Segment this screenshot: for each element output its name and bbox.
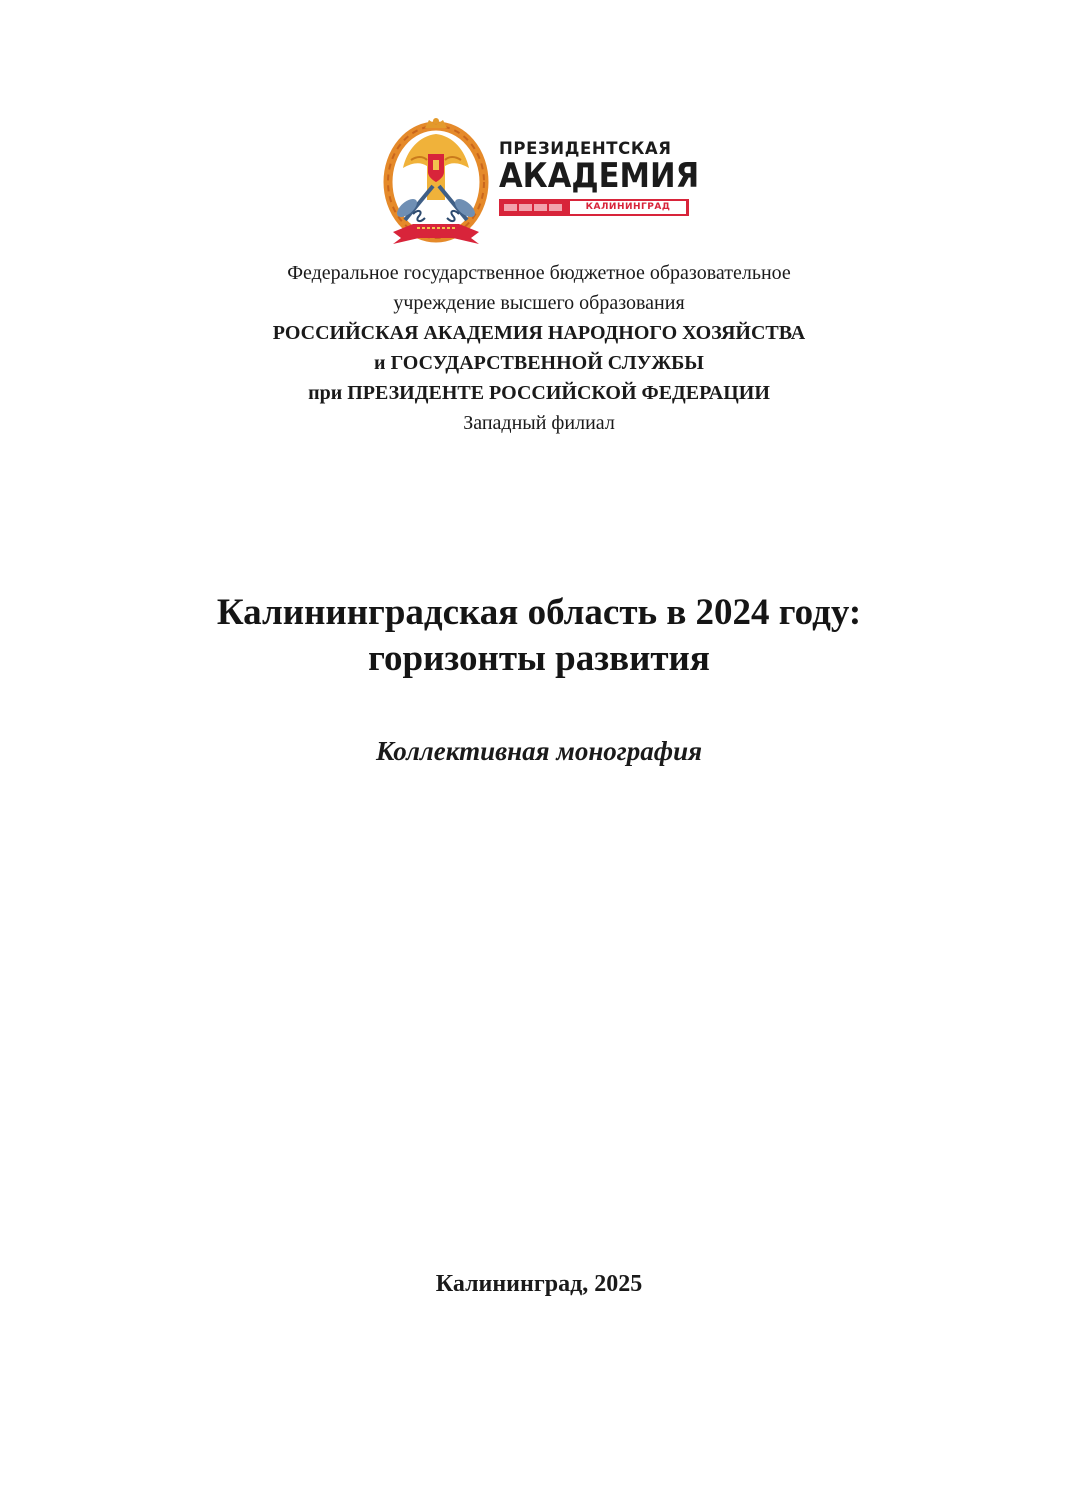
logo-line-academy: АКАДЕМИЯ xyxy=(499,156,700,196)
title-line-2: горизонты развития xyxy=(368,638,710,679)
institution-line-5: при ПРЕЗИДЕНТЕ РОССИЙСКОЙ ФЕДЕРАЦИИ xyxy=(308,382,770,404)
logo-city-label: КАЛИНИНГРАД xyxy=(570,201,686,214)
title-line-1: Калининградская область в 2024 году: xyxy=(216,592,862,633)
document-subtitle: Коллективная монография xyxy=(375,736,703,766)
institution-line-3: РОССИЙСКАЯ АКАДЕМИЯ НАРОДНОГО ХОЗЯЙСТВА xyxy=(272,322,806,344)
institution-block xyxy=(0,258,1078,438)
logo-band-stripes xyxy=(504,204,562,211)
institution-line-1: Федеральное государственное бюджетное образовательное xyxy=(287,262,791,284)
logo-line-president: ПРЕЗИДЕНТСКАЯ xyxy=(499,139,672,158)
academy-emblem-icon xyxy=(383,116,489,254)
institution-line-4: и ГОСУДАРСТВЕННОЙ СЛУЖБЫ xyxy=(374,352,704,374)
academy-logo xyxy=(383,116,700,254)
logo-city-band xyxy=(499,199,689,216)
institution-line-2: учреждение высшего образования xyxy=(393,292,685,314)
place-and-year: Калининград, 2025 xyxy=(435,1271,643,1297)
institution-line-branch: Западный филиал xyxy=(463,412,615,434)
academy-wordmark xyxy=(499,139,700,216)
document-title xyxy=(0,590,1078,682)
